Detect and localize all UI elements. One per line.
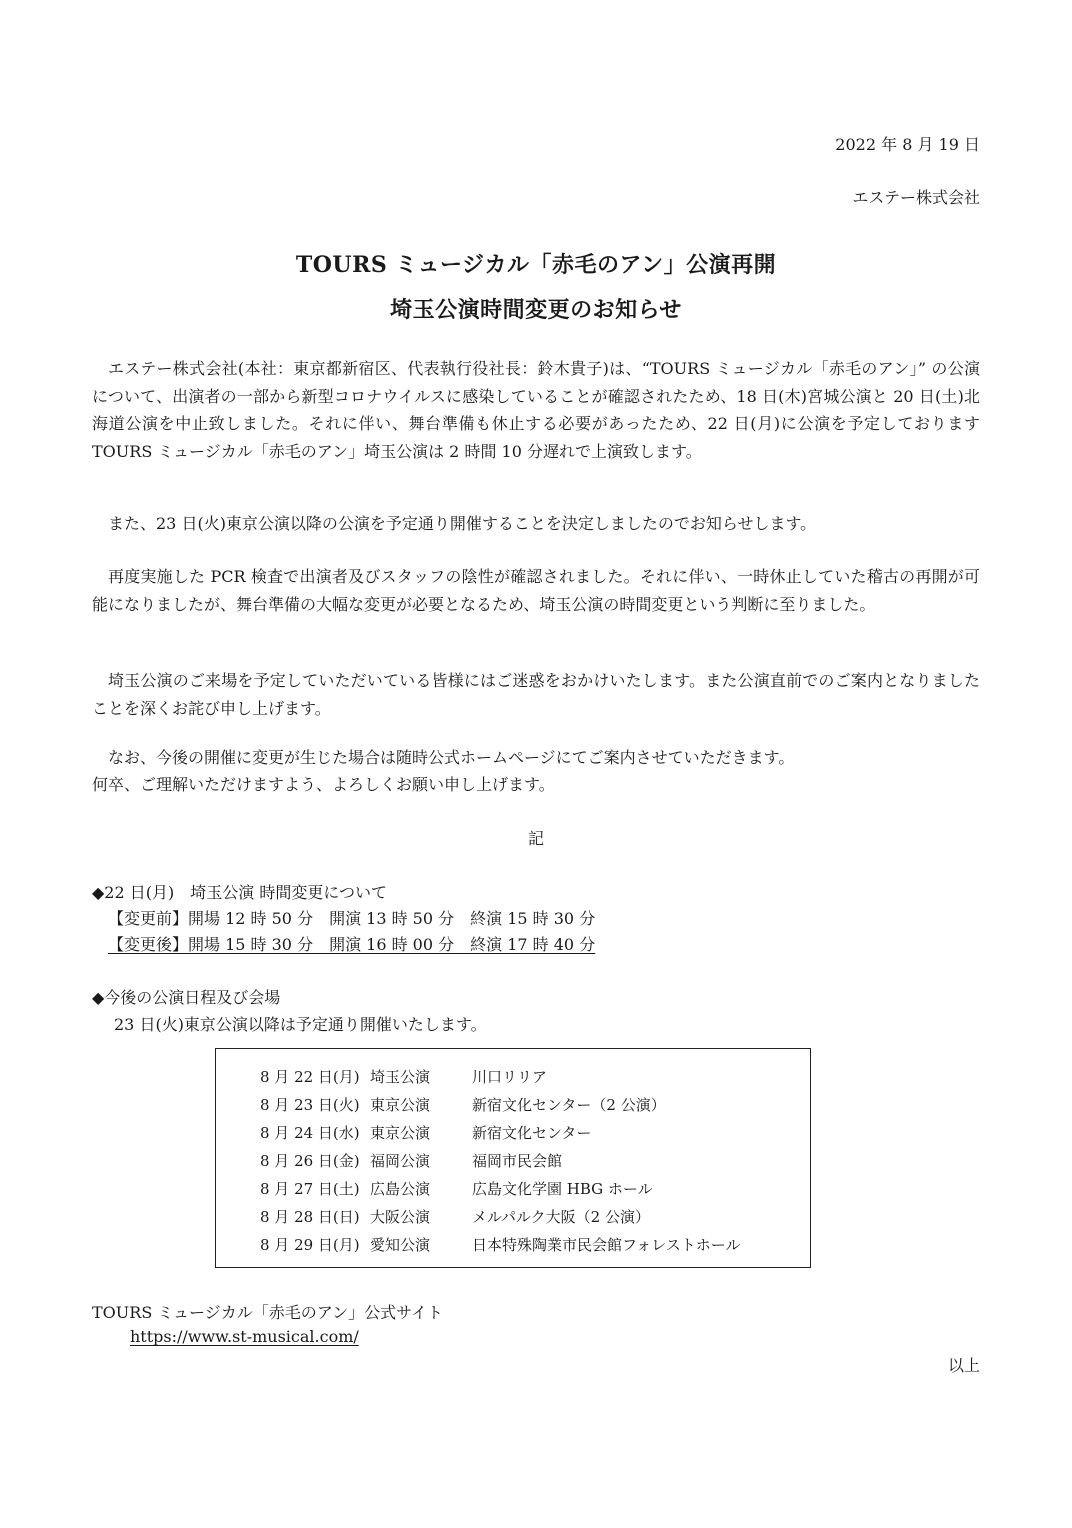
paragraph-closing-request: 何卒、ご理解いただけますよう、よろしくお願い申し上げます。 <box>92 775 555 794</box>
time-change-heading: ◆22 日(月) 埼玉公演 時間変更について <box>92 883 388 902</box>
time-before: 【変更前】開場 12 時 50 分 開演 13 時 50 分 終演 15 時 30 分 <box>108 909 596 928</box>
schedule-row <box>260 1175 653 1203</box>
schedule-venue: 福岡市民会館 <box>472 1152 563 1170</box>
issuer-company: エステー株式会社 <box>852 188 980 207</box>
schedule-date: 8 月 28 日(日) <box>260 1208 360 1226</box>
schedule-city: 広島公演 <box>370 1180 431 1198</box>
schedule-box <box>215 1048 811 1268</box>
time-after: 【変更後】開場 15 時 30 分 開演 16 時 00 分 終演 17 時 40 分 <box>108 935 596 954</box>
schedule-city: 愛知公演 <box>370 1236 431 1254</box>
schedule-note: 23 日(火)東京公演以降は予定通り開催いたします。 <box>114 1015 487 1034</box>
schedule-date: 8 月 24 日(水) <box>260 1124 360 1142</box>
schedule-venue: メルパルク大阪（2 公演） <box>472 1208 650 1226</box>
ki-mark: 記 <box>527 829 544 848</box>
official-site-label: TOURS ミュージカル「赤毛のアン」公式サイト <box>92 1303 443 1322</box>
schedule-city: 東京公演 <box>370 1124 431 1142</box>
schedule-city: 大阪公演 <box>370 1208 431 1226</box>
schedule-venue: 新宿文化センター（2 公演） <box>472 1096 666 1114</box>
schedule-date: 8 月 27 日(土) <box>260 1180 360 1198</box>
schedule-date: 8 月 26 日(金) <box>260 1152 360 1170</box>
paragraph-future-notice: なお、今後の開催に変更が生じた場合は随時公式ホームページにてご案内させていただきます。 <box>108 748 795 767</box>
paragraph-announcement: エステー株式会社(本社：東京都新宿区、代表執行役社長：鈴木貴子)は、“TOURS ミュージカル「赤毛のアン」” の公演について、出演者の一部から新型コロナウイルスに感染していることが確認されたため、18 日(木)宮城公演と 20 日(土)北海道公演を中止致しました。それに伴い、舞台準備も休止する必要があったため、22 日(月)に公演を予定しております TOURS ミュージカル「赤毛のアン」埼玉公演は 2 時間 10 分遅れで上演致します。 <box>92 359 980 461</box>
title-line-1: TOURS ミュージカル「赤毛のアン」公演再開 <box>295 252 777 278</box>
schedule-date: 8 月 22 日(月) <box>260 1068 360 1086</box>
schedule-row <box>260 1063 547 1091</box>
schedule-row <box>260 1147 562 1175</box>
schedule-row <box>260 1091 666 1119</box>
schedule-city: 福岡公演 <box>370 1152 431 1170</box>
closing-ijo: 以上 <box>947 1356 980 1375</box>
title-line-2: 埼玉公演時間変更のお知らせ <box>390 297 682 323</box>
schedule-venue: 日本特殊陶業市民会館フォレストホール <box>472 1236 741 1254</box>
schedule-city: 東京公演 <box>370 1096 431 1114</box>
paragraph-apology: 埼玉公演のご来場を予定していただいている皆様にはご迷惑をおかけいたします。また公演直前でのご案内となりましたことを深くお詫び申し上げます。 <box>92 671 980 718</box>
schedule-venue: 川口リリア <box>472 1068 548 1086</box>
official-site-link[interactable]: https://www.st-musical.com/ <box>130 1327 359 1346</box>
issue-date: 2022 年 8 月 19 日 <box>835 135 980 154</box>
schedule-venue: 広島文化学園 HBG ホール <box>472 1180 653 1198</box>
schedule-row <box>260 1119 591 1147</box>
schedule-venue: 新宿文化センター <box>472 1124 592 1142</box>
schedule-date: 8 月 23 日(火) <box>260 1096 360 1114</box>
paragraph-tokyo-resume: また、23 日(火)東京公演以降の公演を予定通り開催することを決定しましたのでお知らせします。 <box>108 514 817 533</box>
schedule-city: 埼玉公演 <box>370 1068 431 1086</box>
schedule-row <box>260 1231 741 1259</box>
schedule-heading: ◆今後の公演日程及び会場 <box>92 988 281 1007</box>
schedule-date: 8 月 29 日(月) <box>260 1236 360 1254</box>
paragraph-pcr: 再度実施した PCR 検査で出演者及びスタッフの陰性が確認されました。それに伴い、一時休止していた稽古の再開が可能になりましたが、舞台準備の大幅な変更が必要となるため、埼玉公演の時間変更という判断に至りました。 <box>92 567 980 614</box>
schedule-row <box>260 1203 650 1231</box>
